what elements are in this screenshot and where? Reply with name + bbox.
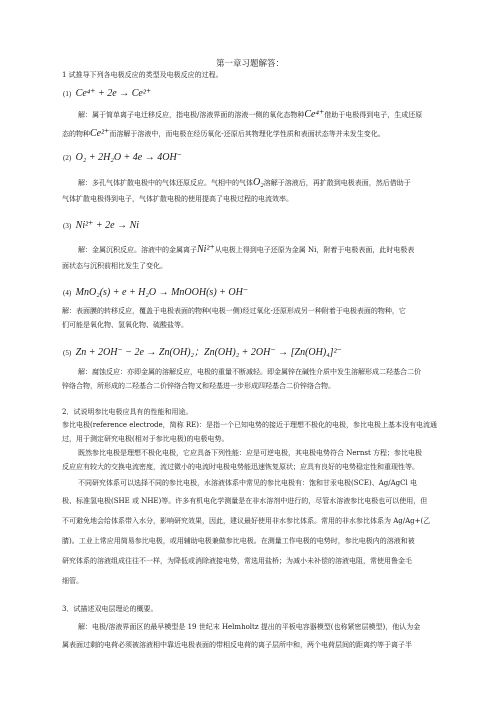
- equation-number: (2): [63, 154, 72, 162]
- answer-text: 态的物种: [62, 130, 90, 138]
- paragraph-3a: 解：电极/溶液界面区的最早模型是 19 世纪末 Helmholtz 提出的平板电容器模型(也称紧密层模型)，他认为金: [78, 623, 421, 631]
- chem-formula: Ce⁴⁺: [304, 109, 325, 120]
- equation-3: [63, 220, 463, 231]
- equation-text: Ce⁴⁺ + 2e → Ce²⁺: [75, 88, 152, 99]
- equation-number: (1): [63, 90, 72, 98]
- paragraph-2d: 反应应有较大的交换电流密度，流过微小的电流时电极电势能迅速恢复原状；应具有良好的电势稳定性和重现性等。: [62, 463, 419, 471]
- answer-2: [62, 177, 454, 189]
- equation-number: (4): [63, 289, 72, 297]
- paragraph-2c: 既然参比电极是理想不极化电极，它应具备下列性能：应是可逆电极，其电极电势符合 Nernst 方程；参比电极: [78, 449, 422, 457]
- paragraph-2b: 过，用于测定研究电极(相对于参比电极)的电极电势。: [62, 435, 229, 443]
- paragraph-2g: 不可避免地会给体系带入水分，影响研究效果，因此，建议最好使用非水参比体系。常用的非水参比体系为 Ag/Ag+(乙: [62, 517, 431, 525]
- equation-number: (3): [63, 222, 72, 230]
- equation-4: [63, 287, 463, 298]
- equation-text: Ni²⁺ + 2e → Ni: [75, 220, 140, 231]
- equation-1: [63, 88, 463, 99]
- answer-5: 解：腐蚀反应：亦即金属的溶解反应，电极的重量不断减轻。即金属锌在碱性介质中发生溶解形成二羟基合二价: [78, 368, 421, 376]
- equation-2: [63, 152, 463, 163]
- chem-formula: O₂: [253, 177, 264, 188]
- answer-1-cont: [62, 128, 454, 140]
- chem-formula: Ce²⁺: [90, 128, 110, 139]
- answer-4: 解：表面膜的转移反应，覆盖于电极表面的物种(电极一侧)经过氧化-还原形成另一种附着于电极表面的物种，它: [62, 307, 406, 315]
- answer-4-cont: 们可能是氧化物、氢氧化物、硫酸盐等。: [62, 321, 188, 329]
- paragraph-2a: 参比电极(reference electrode，简称 RE)：是指一个已知电势的接近于理想不极化的电极，参比电极上基本没有电流通: [62, 421, 438, 429]
- answer-text: 解：属于简单离子电迁移反应，指电极/溶液界面的溶液一侧的氧化态物种: [78, 111, 305, 119]
- equation-number: (5): [63, 349, 72, 357]
- equation-text: Zn + 2OH⁻ − 2e → Zn(OH)₂；Zn(OH)₂ + 2OH⁻ → [Zn(OH)₄]²⁻: [75, 347, 342, 358]
- answer-text: 溶解于溶液后，再扩散到电极表面，然后借助于: [263, 179, 411, 187]
- equation-text: MnO₂(s) + e + H₂O → MnOOH(s) + OH⁻: [75, 287, 249, 298]
- answer-1: [62, 109, 454, 121]
- answer-text: 借助于电极得到电子，生成还原: [324, 111, 423, 119]
- paragraph-2f: 极、标准氢电极(SHE 或 NHE)等。许多有机电化学测量是在非水溶剂中进行的，尽管水溶液参比电极也可以使用，但: [62, 497, 428, 505]
- paragraph-2e: 不同研究体系可以选择不同的参比电极，水溶液体系中常见的参比电极有：饱和甘汞电极(SCE)、Ag/AgCl 电: [78, 479, 417, 487]
- equation-text: O₂ + 2H₂O + 4e → 4OH⁻: [75, 152, 182, 163]
- answer-3: [62, 244, 454, 256]
- answer-5-cont: 锌络合物，所形成的二羟基合二价锌络合物又和羟基进一步形成四羟基合二价锌络合物。: [62, 382, 335, 390]
- paragraph-2i: 研究体系的溶液组成往往不一样，为降低或消除液接电势，常选用盐桥；为减小未补偿的溶液电阻，常使用鲁金毛: [62, 557, 412, 565]
- answer-text: 而溶解于溶液中，而电极在经历氧化-还原后其物理化学性质和表面状态等并未发生变化。: [109, 130, 385, 138]
- chem-formula: Ni²⁺: [197, 244, 215, 255]
- paragraph-2h: 腈)。工业上常应用简易参比电极，或用辅助电极兼做参比电极。在测量工作电极的电势时，参比电极内的溶液和被: [62, 537, 415, 545]
- equation-5: [63, 343, 463, 358]
- question-1: 1 试推导下列各电极反应的类型及电极反应的过程。: [62, 71, 223, 79]
- answer-text: 解：多孔气体扩散电极中的气体还原反应。气相中的气体: [78, 179, 253, 187]
- paragraph-3b: 属表面过剩的电荷必须被溶液相中靠近电极表面的带相反电荷的离子层所中和，两个电荷层间的距离约等于离子半: [62, 641, 412, 649]
- answer-2-cont: 气体扩散电极得到电子，气体扩散电极的使用提高了电极过程的电流效率。: [62, 195, 293, 203]
- question-3: 3．试描述双电层理论的概要。: [62, 605, 158, 613]
- paragraph-2j: 细管。: [62, 577, 83, 585]
- answer-text: 从电极上得到电子还原为金属 Ni，附着于电极表面，此时电极表: [214, 246, 415, 254]
- question-2: 2．试说明参比电极应具有的性能和用途。: [62, 408, 193, 416]
- page-title: 第一章习题解答：: [215, 59, 284, 69]
- answer-3-cont: 面状态与沉积前相比发生了变化。: [62, 262, 167, 270]
- answer-text: 解：金属沉积反应。溶液中的金属离子: [78, 246, 197, 254]
